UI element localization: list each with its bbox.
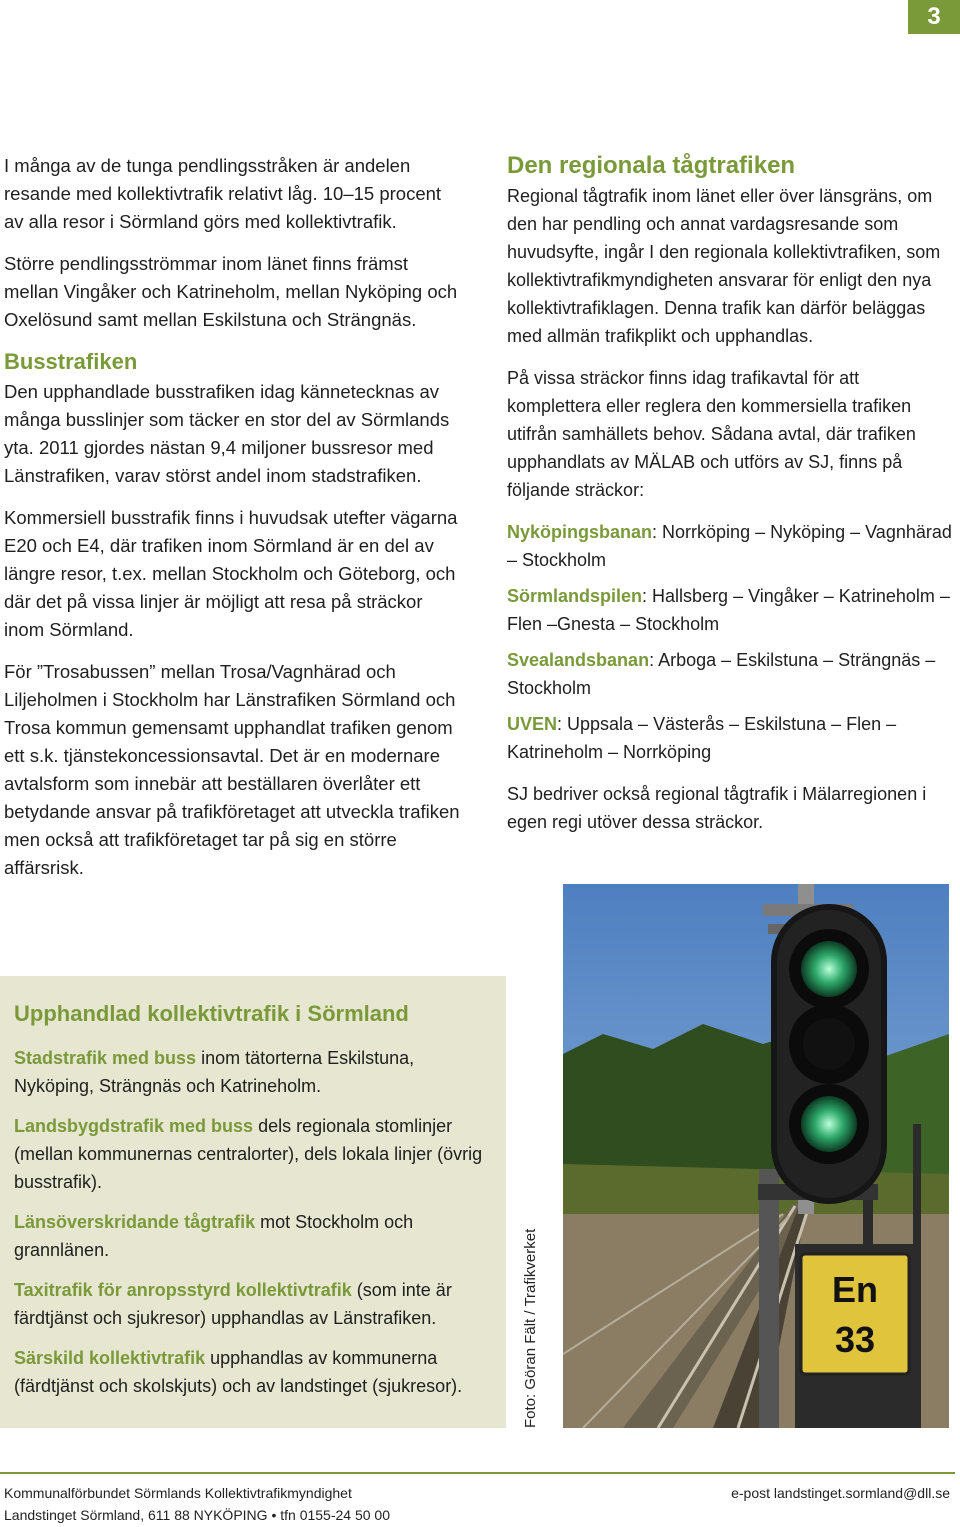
procurement-box [0,976,506,1428]
box-item-label: Stadstrafik med buss [14,1048,197,1068]
commuting-paragraph: Större pendlingsströmmar inom länet finns främst mellan Vingåker och Katrineholm, mellan Nyköping och Oxelösund samt mellan Eskilstuna och Strängnäs. [4,253,458,330]
sign-text-en: En [831,1269,879,1310]
right-column [507,152,957,850]
sign-text-number: 33 [834,1319,876,1360]
page-number: 3 [908,0,960,34]
box-item [14,1344,492,1400]
train-paragraph: Regional tågtrafik inom länet eller över länsgräns, om den har pendling och annat vardagsresande som huvudsyfte, ingår I den regionala kollektivtrafiken, som kollektivtrafikmyndigheten ansvarar för enligt den nya kollektivtrafiklagen. Denna trafik kan därför beläggas med allmän trafikplikt och upphandlas. [507,186,941,346]
box-title: Upphandlad kollektivtrafik i Sörmland [14,1001,409,1026]
box-item [14,1112,492,1196]
route-item [507,518,957,574]
box-item-label: Landsbygdstrafik med buss [14,1116,254,1136]
route-item [507,582,957,638]
route-name: UVEN [507,714,558,734]
box-item-text: inom tätorterna Eskilstuna, Nyköping, Strängnäs och Katrineholm. [14,1048,415,1096]
route-text: : Uppsala – Västerås – Eskilstuna – Flen – Katrineholm – Norrköping [507,714,897,762]
box-item-text: upphandlas av kommunerna (färdtjänst och skolskjuts) och av landstinget (sjukresor). [14,1348,463,1396]
railway-signal-photo [563,884,949,1428]
box-item-text: mot Stockholm och grannlänen. [14,1212,414,1260]
route-name: Sörmlandspilen [507,586,643,606]
left-column [4,152,464,896]
train-heading: Den regionala tågtrafiken [507,152,796,179]
box-item-text: (som inte är färdtjänst och sjukresor) upphandlas av Länstrafiken. [14,1280,452,1328]
route-name: Svealandsbanan [507,650,650,670]
box-item-label: Länsöverskridande tågtrafik [14,1212,256,1232]
commercial-bus-paragraph: Kommersiell busstrafik finns i huvudsak utefter vägarna E20 och E4, där trafiken inom Sörmland är en del av längre resor, t.ex. mellan Stockholm och Göteborg, och där det på vissa linjer är möjligt att resa på sträckor inom Sörmland. [4,507,458,640]
footer-address: Landstinget Sörmland, 611 88 NYKÖPING • tfn 0155-24 50 00 [4,1507,390,1523]
route-text: : Hallsberg – Vingåker – Katrineholm – Flen –Gnesta – Stockholm [507,586,950,634]
route-item [507,646,957,702]
page-header [0,0,960,36]
footer-email[interactable]: e-post landstinget.sormland@dll.se [731,1485,950,1501]
box-item [14,1276,492,1332]
box-item-label: Särskild kollektivtrafik [14,1348,206,1368]
route-text: : Norrköping – Nyköping – Vagnhärad – Stockholm [507,522,952,570]
route-name: Nyköpingsbanan [507,522,653,542]
footer-organization: Kommunalförbundet Sörmlands Kollektivtrafikmyndighet [4,1485,352,1501]
box-item-text: dels regionala stomlinjer (mellan kommunernas centralorter), dels lokala linjer (övrig busstrafik). [14,1116,483,1192]
bus-heading: Busstrafiken [4,349,138,374]
photo-credit: Foto: Göran Fält / Trafikverket [522,1228,539,1428]
box-item [14,1044,492,1100]
bus-paragraph: Den upphandlade busstrafiken idag kännetecknas av många busslinjer som täcker en stor del av Sörmlands yta. 2011 gjordes nästan 9,4 miljoner bussresor med Länstrafiken, varav störst andel inom stadstrafiken. [4,381,450,486]
route-text: : Arboga – Eskilstuna – Strängnäs – Stockholm [507,650,936,698]
intro-paragraph: I många av de tunga pendlingsstråken är andelen resande med kollektivtrafik relativt låg. 10–15 procent av alla resor i Sörmland görs med kollektivtrafik. [4,155,442,232]
route-item [507,710,957,766]
box-item-label: Taxitrafik för anropsstyrd kollektivtrafik [14,1280,352,1300]
sj-paragraph: SJ bedriver också regional tågtrafik i Mälarregionen i egen regi utöver dessa sträckor. [507,784,927,832]
box-item [14,1208,492,1264]
footer-divider [0,1472,955,1474]
contracts-paragraph: På vissa sträckor finns idag trafikavtal för att komplettera eller reglera den kommersiella trafiken utifrån samhällets behov. Sådana avtal, där trafiken upphandlats av MÄLAB och utförs av SJ, finns på följande sträckor: [507,368,916,500]
trosabussen-paragraph: För ”Trosabussen” mellan Trosa/Vagnhärad och Liljeholmen i Stockholm har Länstrafiken Sörmland och Trosa kommun gemensamt upphandlat trafiken genom ett s.k. tjänstekoncessionsavtal. Det är en modernare avtalsform som innebär att beställaren överlåter ett betydande ansvar på trafikföretaget att utveckla trafiken men också att trafikföretaget tar på sig en större affärsrisk. [4,661,460,878]
